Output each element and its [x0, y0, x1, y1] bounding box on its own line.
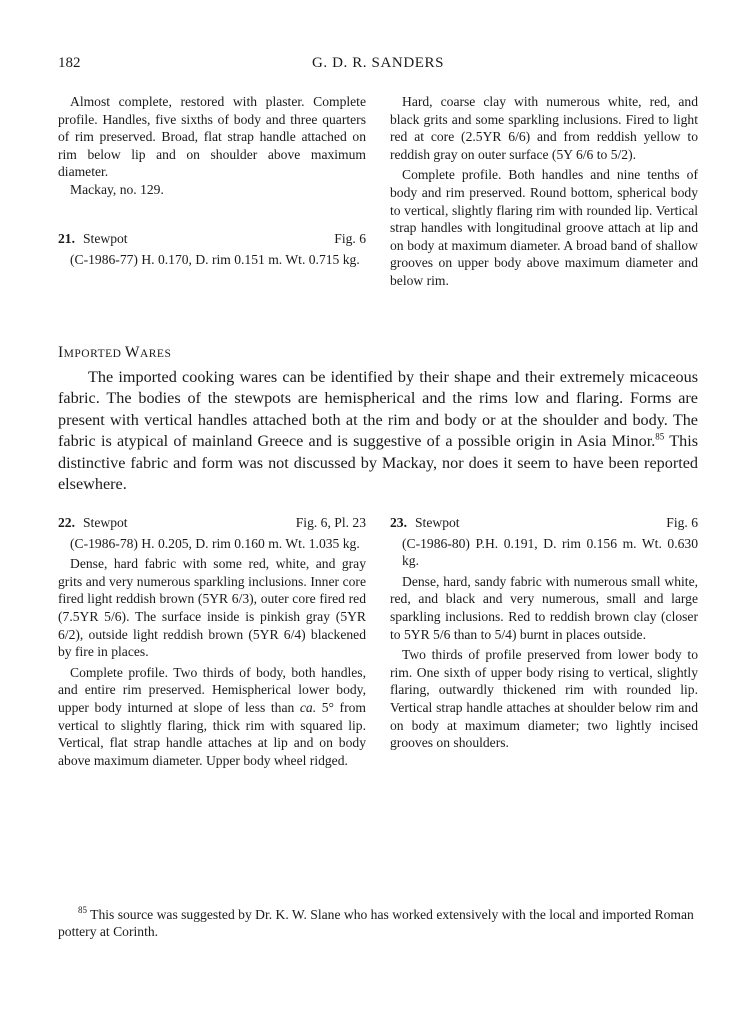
- left-top-column: [58, 93, 366, 199]
- entry-22-header: [58, 514, 366, 532]
- entry-22-paragraph-2: Complete profile. Two thirds of body, both handles, and entire rim preserved. Hemispherical lower body, upper body inturned at slope of less than ca. 5° from vertical to slightly flaring, thick rim with squared lip. Vertical, flat strap handle attaches at lip and on body above maximum diameter. Upper body wheel ridged.: [58, 664, 366, 768]
- footnote-mark: 85: [78, 905, 87, 916]
- left-top-paragraph-2: Mackay, no. 129.: [70, 181, 164, 197]
- running-head: G. D. R. SANDERS: [311, 55, 445, 71]
- left-top-paragraph-1: Almost complete, restored with plaster. Complete profile. Handles, five sixths of body and three quarters of rim preserved. Broad, flat strap handle attached on rim below lip and on shoulder above maximum diameter.: [58, 94, 366, 180]
- entry-21-name: Stewpot: [83, 231, 128, 246]
- footnote-text: This source was suggested by Dr. K. W. Slane who has worked extensively with the local and imported Roman pottery at Corinth.: [58, 907, 694, 939]
- right-top-paragraph-1: Hard, coarse clay with numerous white, red, and black grits and some sparkling inclusions. Fired to light red at core (2.5YR 6/6) and from reddish yellow to reddish gray on outer surface (5Y 6/6 to 5/2).: [390, 94, 698, 162]
- entry-22: [58, 514, 366, 769]
- right-top-column: [390, 93, 698, 290]
- intro-paragraph: The imported cooking wares can be identified by their shape and their extremely micaceous fabric. The bodies of the stewpots are hemispherical and the rims low and flaring. Forms are present with vertical handles attached both at the rim and body or at the shoulder and body. The fabric is atypical of mainland Greece and is suggestive of a possible origin in Asia Minor.$^{85}$ This distinctive fabric and form was not discussed by Mackay, nor does it seem to have been reported elsewhere.: [58, 368, 698, 494]
- entry-23-details: (C-1986-80) P.H. 0.191, D. rim 0.156 m. Wt. 0.630 kg.: [402, 535, 698, 569]
- entry-23: [390, 514, 698, 752]
- footnote: [58, 906, 698, 940]
- section-title: IMPORTED WARES: [58, 344, 172, 361]
- entry-23-paragraph-2: Two thirds of profile preserved from lower body to rim. One sixth of upper body rising to vertical, slightly flaring, outwardly thickened rim with rounded lip. Vertical strap handle attaches at shoulder below rim and on body at maximum diameter; two lightly incised grooves on shoulders.: [390, 647, 698, 751]
- entry-22-number: 22.: [58, 515, 75, 530]
- entry-21-number: 21.: [58, 231, 75, 246]
- entry-21-fig: Fig. 6: [334, 231, 366, 246]
- entry-22-fig: Fig. 6, Pl. 23: [295, 515, 366, 530]
- entry-23-paragraph-1: Dense, hard, sandy fabric with numerous small white, red, and black and very numerous, small and large sparkling inclusions. Red to reddish brown clay (closer to 5YR 5/6 than to 5/4) burnt in places outside.: [390, 573, 698, 642]
- entry-21: [58, 230, 366, 268]
- entry-22-details: (C-1986-78) H. 0.205, D. rim 0.160 m. Wt. 1.035 kg.: [70, 535, 360, 551]
- entry-23-header: [390, 514, 698, 532]
- entry-21-details: (C-1986-77) H. 0.170, D. rim 0.151 m. Wt. 0.715 kg.: [70, 251, 360, 267]
- page-number: 182: [58, 55, 81, 71]
- entry-23-fig: Fig. 6: [666, 515, 698, 530]
- entry-23-number: 23.: [390, 515, 407, 530]
- entry-23-name: Stewpot: [415, 515, 460, 530]
- footnote-ref: 85: [655, 431, 665, 442]
- right-top-paragraph-2: Complete profile. Both handles and nine tenths of body and rim preserved. Round bottom, spherical body to vertical, slightly flaring rim with rounded lip. Vertical strap handles with longitudinal groove attach at lip and on body at maximum diameter. A broad band of shallow grooves on upper body above maximum diameter and below rim.: [390, 167, 698, 288]
- entry-22-name: Stewpot: [83, 515, 128, 530]
- entry-21-header: [58, 230, 366, 248]
- entry-22-paragraph-1: Dense, hard fabric with some red, white, and gray grits and very numerous sparkling inclusions. Inner core fired light reddish brown (5YR 6/3), outer core fired red (7.5YR 5/6). The surface inside is pinkish gray (5YR 6/2), outside light reddish brown (5YR 6/4) blackened by fire in places.: [58, 556, 366, 660]
